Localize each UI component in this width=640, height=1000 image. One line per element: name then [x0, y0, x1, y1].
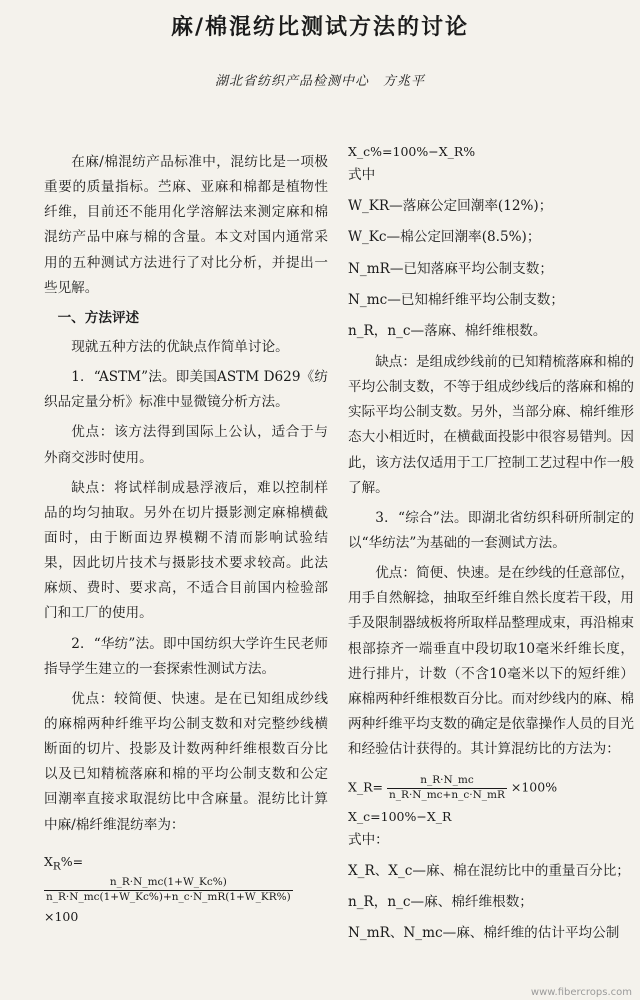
method3-pros: 优点：简便、快速。是在纱线的任意部位，用手自然解捻，抽取至纤维自然长度若干段，用手及限制器绒板将所取样品整理成束，再沿棉束根部捺齐一端垂直中段切取10毫米纤维长度，进行排片，计数（不含10毫米以下的短纤维）麻棉两种纤维根数百分比。而对纱线内的麻、棉两种纤维平均支数的确定是依靠操作人员的目光和经验估计获得的。其计算混纺比的方法为：: [348, 565, 634, 758]
definition-item: N_mR、N_mc—麻、棉纤维的估计平均公制: [348, 925, 620, 942]
formula-1-denominator: n_R·N_mc(1+W_Kc%)+n_c·N_mR(1+W_KR%): [46, 891, 291, 904]
formula-3-numerator: n_R·N_mc: [387, 774, 507, 789]
definitions-1: [348, 163, 634, 344]
formula-1: [44, 850, 328, 928]
intro-paragraph: 在麻/棉混纺产品标准中，混纺比是一项极重要的质量指标。苎麻、亚麻和棉都是植物性纤维，目前还不能用化学溶解法来测定麻和棉混纺产品中麻与棉的含量。本文对国内通常采用的五种测试方法进行了对比分析，并提出一些见解。: [44, 154, 328, 296]
method2-cons: 缺点：是组成纱线前的已知精梳落麻和棉的平均公制支数，不等于组成纱线后的落麻和棉的实际平均公制支数。另外，当部分麻、棉纤维形态大小相近时，在横截面投影中很容易错判。因此，该方法仅适用于工厂控制工艺过程中作一般了解。: [348, 353, 634, 496]
definition-item: X_R、X_c—麻、棉在混纺比中的重量百分比；: [348, 862, 630, 879]
definition-item: N_mc—已知棉纤维平均公制支数；: [348, 291, 564, 308]
paper-title: 麻/棉混纺比测试方法的讨论: [170, 15, 470, 40]
formula-3-tail: ×100%: [510, 779, 558, 795]
method1-pros: 优点：该方法得到国际上公认，适合于与外商交涉时使用。: [44, 424, 328, 466]
formula-1-numerator: n_R·N_mc(1+W_Kc%): [44, 876, 293, 891]
formula-1-tail: ×100: [44, 908, 79, 924]
formula-1-fraction: [44, 876, 293, 904]
formula-1-lhs-tail: %=: [60, 853, 84, 869]
definitions-heading: 式中: [348, 167, 376, 184]
definition-item: W_KR—落麻公定回潮率(12%)；: [348, 198, 553, 215]
formula-3-lhs: X_R=: [348, 779, 384, 795]
definition-item: n_R，n_c—落麻、棉纤维根数。: [348, 322, 547, 339]
definition-item: N_mR—已知落麻平均公制支数；: [348, 260, 553, 277]
method1-cons: 缺点：将试样制成悬浮液后，难以控制样品的均匀抽取。另外在切片摄影测定麻棉横截面时，由于断面边界模糊不清而影响试验结果，因此切片技术与摄影技术要求较高。此法麻烦、费时、要求高，不适合目前国内检验部门和工厂的使用。: [44, 479, 328, 622]
definition-item: n_R，n_c—麻、棉纤维根数；: [348, 893, 533, 910]
author-line: 湖北省纺织产品检测中心 方兆平: [214, 74, 425, 89]
right-column: [348, 140, 634, 952]
formula-1-lhs: X: [44, 853, 53, 869]
section-intro: 现就五种方法的优缺点作简单讨论。: [71, 338, 289, 355]
formula-3-denominator: n_R·N_mc+n_c·N_mR: [389, 788, 505, 801]
formula-2: X_c%=100%−X_R%: [348, 144, 476, 159]
left-column: [44, 150, 328, 928]
watermark-text: www.fibercrops.com: [530, 987, 632, 998]
method3-heading: 3．“综合”法。即湖北省纺织科研所制定的以“华纺法”为基础的一套测试方法。: [348, 509, 634, 551]
section-heading: 一、方法评述: [57, 309, 140, 326]
method2-pros: 优点：较简便、快速。是在已知组成纱线的麻棉两种纤维平均公制支数和对完整纱线横断面的切片、投影及计数两种纤维根数百分比以及已知精梳落麻和棉的平均公制支数和公定回潮率直接求取混纺比中含麻量。混纺比计算中麻/棉纤维混纺率为：: [44, 690, 328, 833]
formula-3-fraction: [387, 774, 507, 802]
definition-item: W_Kc—棉公定回潮率(8.5%)；: [348, 229, 541, 246]
method2-heading: 2．“华纺”法。即中国纺织大学许生民老师指导学生建立的一套探索性测试方法。: [44, 635, 328, 677]
formula-3: [348, 774, 634, 802]
formula-4: X_c=100%−X_R: [348, 808, 452, 824]
formula-1-lhs-sub: R: [52, 860, 61, 873]
method1-heading: 1．“ASTM”法。即美国ASTM D629《纺织品定量分析》标准中显微镜分析方法。: [44, 369, 328, 411]
definitions-2: [348, 828, 634, 947]
definitions-heading: 式中：: [348, 831, 389, 848]
